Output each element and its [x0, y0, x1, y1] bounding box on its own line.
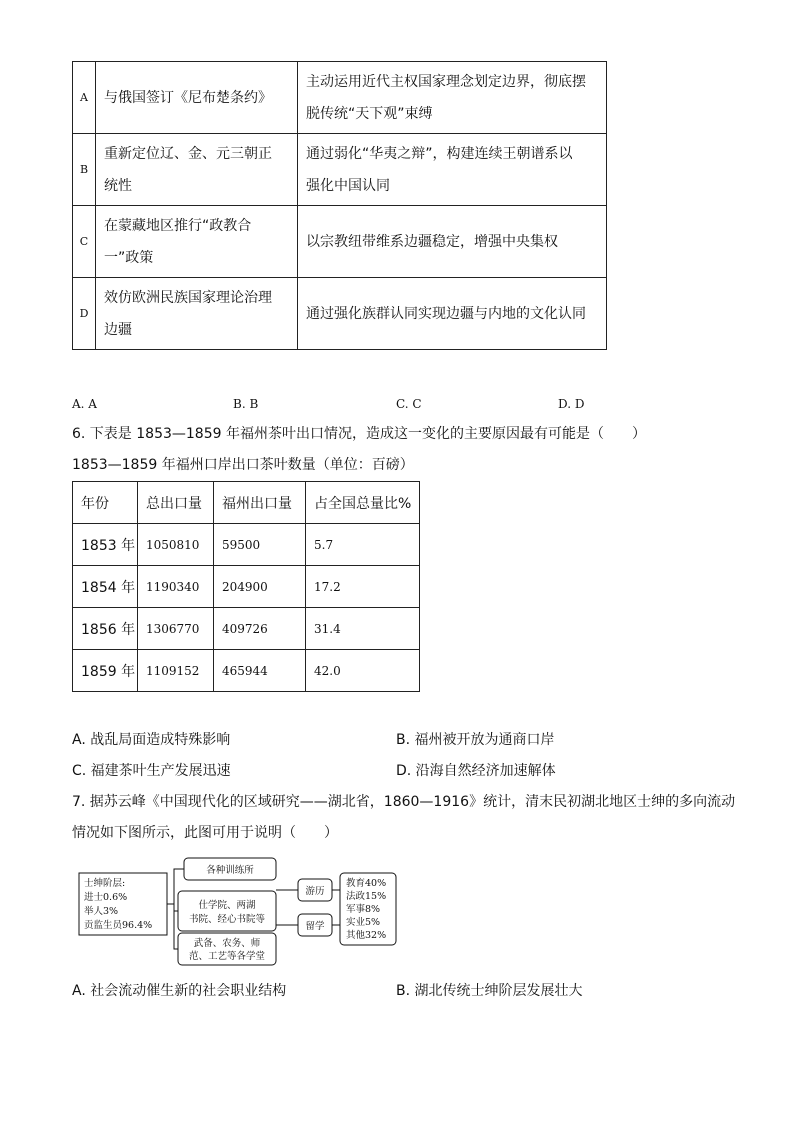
cell-text-line: 效仿欧洲民族国家理论治理 — [104, 289, 272, 306]
gentry-juren: 举人3% — [84, 906, 119, 917]
header-cell: 年份 — [73, 482, 138, 524]
travel-label: 游历 — [305, 886, 325, 897]
effect-cell — [298, 206, 607, 278]
cell-text-line: 与俄国签订《尼布楚条约》 — [104, 89, 272, 106]
header-cell: 总出口量 — [138, 482, 214, 524]
header-cell: 占全国总量比% — [306, 482, 420, 524]
cell-text-line: 一”政策 — [104, 249, 154, 266]
share-cell: 5.7 — [306, 524, 420, 566]
cell-text-line: 脱传统“天下观”束缚 — [306, 105, 433, 122]
option-letter-cell: B — [73, 134, 96, 206]
table-row — [73, 608, 420, 650]
occupation-industry: 实业5% — [346, 917, 381, 928]
cell-text-line: 强化中国认同 — [306, 177, 390, 194]
fuzhou-cell: 409726 — [214, 608, 306, 650]
policy-cell — [96, 134, 298, 206]
fuzhou-cell: 204900 — [214, 566, 306, 608]
academy-box — [178, 891, 276, 931]
table-row — [73, 566, 420, 608]
q6-option-b: B. 福州被开放为通商口岸 — [396, 732, 555, 748]
policy-cell — [96, 206, 298, 278]
q6-option-c: C. 福建茶叶生产发展迅速 — [72, 763, 231, 779]
gentry-jinshi: 进士0.6% — [84, 892, 128, 903]
gentry-label: 士绅阶层: — [84, 878, 126, 889]
cell-text-line: 在蒙藏地区推行“政教合 — [104, 217, 252, 234]
gentry-mobility-diagram — [78, 857, 398, 969]
cell-text-line: 通过弱化“华夷之辩”，构建连续王朝谱系以 — [306, 145, 573, 162]
cell-text-line: 通过强化族群认同实现边疆与内地的文化认同 — [306, 305, 586, 322]
connector-line — [167, 869, 184, 904]
table-row — [73, 134, 607, 206]
table-row — [73, 524, 420, 566]
total-cell: 1050810 — [138, 524, 214, 566]
year-cell: 1853 年 — [73, 524, 138, 566]
effect-cell — [298, 134, 607, 206]
table-header-row — [73, 482, 420, 524]
share-cell: 31.4 — [306, 608, 420, 650]
occupation-military: 军事8% — [346, 904, 381, 915]
gentry-gongjian: 贡监生员96.4% — [84, 920, 153, 931]
cell-text-line: 重新定位辽、金、元三朝正 — [104, 145, 272, 162]
q6-option-d: D. 沿海自然经济加速解体 — [396, 763, 556, 779]
q5-option-b: B. B — [233, 397, 259, 411]
fuzhou-cell: 59500 — [214, 524, 306, 566]
occupation-education: 教育40% — [346, 878, 387, 889]
training-label: 各种训练所 — [206, 865, 254, 876]
total-cell: 1306770 — [138, 608, 214, 650]
effect-cell — [298, 278, 607, 350]
q7-stem-line-1: 7. 据苏云峰《中国现代化的区域研究——湖北省，1860—1916》统计，清末民初湖北地区士绅的多向流动 — [72, 794, 736, 810]
table-row — [73, 278, 607, 350]
academy-label-2: 书院、经心书院等 — [188, 914, 266, 925]
occupation-other: 其他32% — [346, 930, 387, 941]
share-cell: 42.0 — [306, 650, 420, 692]
occupation-law: 法政15% — [346, 891, 387, 902]
cell-text-line: 主动运用近代主权国家理念划定边界，彻底摆 — [306, 73, 586, 90]
q6-option-a: A. 战乱局面造成特殊影响 — [72, 732, 231, 748]
q6-table-caption: 1853—1859 年福州口岸出口茶叶数量（单位：百磅） — [72, 457, 414, 473]
cell-text-line: 以宗教纽带维系边疆稳定，增强中央集权 — [306, 233, 558, 250]
option-letter-cell: C — [73, 206, 96, 278]
year-cell: 1854 年 — [73, 566, 138, 608]
fuzhou-cell: 465944 — [214, 650, 306, 692]
year-cell: 1859 年 — [73, 650, 138, 692]
total-cell: 1190340 — [138, 566, 214, 608]
cell-text-line: 统性 — [104, 177, 132, 194]
q6-tea-export-table — [72, 481, 420, 692]
cell-text-line: 边疆 — [104, 321, 132, 338]
option-letter-cell: A — [73, 62, 96, 134]
header-cell: 福州出口量 — [214, 482, 306, 524]
year-cell: 1856 年 — [73, 608, 138, 650]
academy-label-1: 仕学院、两湖 — [198, 900, 256, 911]
q7-stem-line-2: 情况如下图所示，此图可用于说明（ ） — [72, 825, 338, 841]
table-row — [73, 62, 607, 134]
q6-stem: 6. 下表是 1853—1859 年福州茶叶出口情况，造成这一变化的主要原因最有可能是（ ） — [72, 426, 646, 442]
q7-option-a: A. 社会流动催生新的社会职业结构 — [72, 983, 287, 999]
school-label-2: 范、工艺等各学堂 — [188, 951, 266, 962]
effect-cell — [298, 62, 607, 134]
school-label-1: 武备、农务、师 — [193, 938, 261, 949]
q5-option-d: D. D — [558, 397, 585, 411]
option-letter-cell: D — [73, 278, 96, 350]
q5-options-table — [72, 61, 607, 350]
table-row — [73, 206, 607, 278]
policy-cell — [96, 278, 298, 350]
table-row — [73, 650, 420, 692]
total-cell: 1109152 — [138, 650, 214, 692]
share-cell: 17.2 — [306, 566, 420, 608]
q5-option-c: C. C — [396, 397, 422, 411]
q7-option-b: B. 湖北传统士绅阶层发展壮大 — [396, 983, 583, 999]
policy-cell — [96, 62, 298, 134]
study-abroad-label: 留学 — [305, 921, 325, 932]
q5-option-a: A. A — [72, 397, 97, 411]
